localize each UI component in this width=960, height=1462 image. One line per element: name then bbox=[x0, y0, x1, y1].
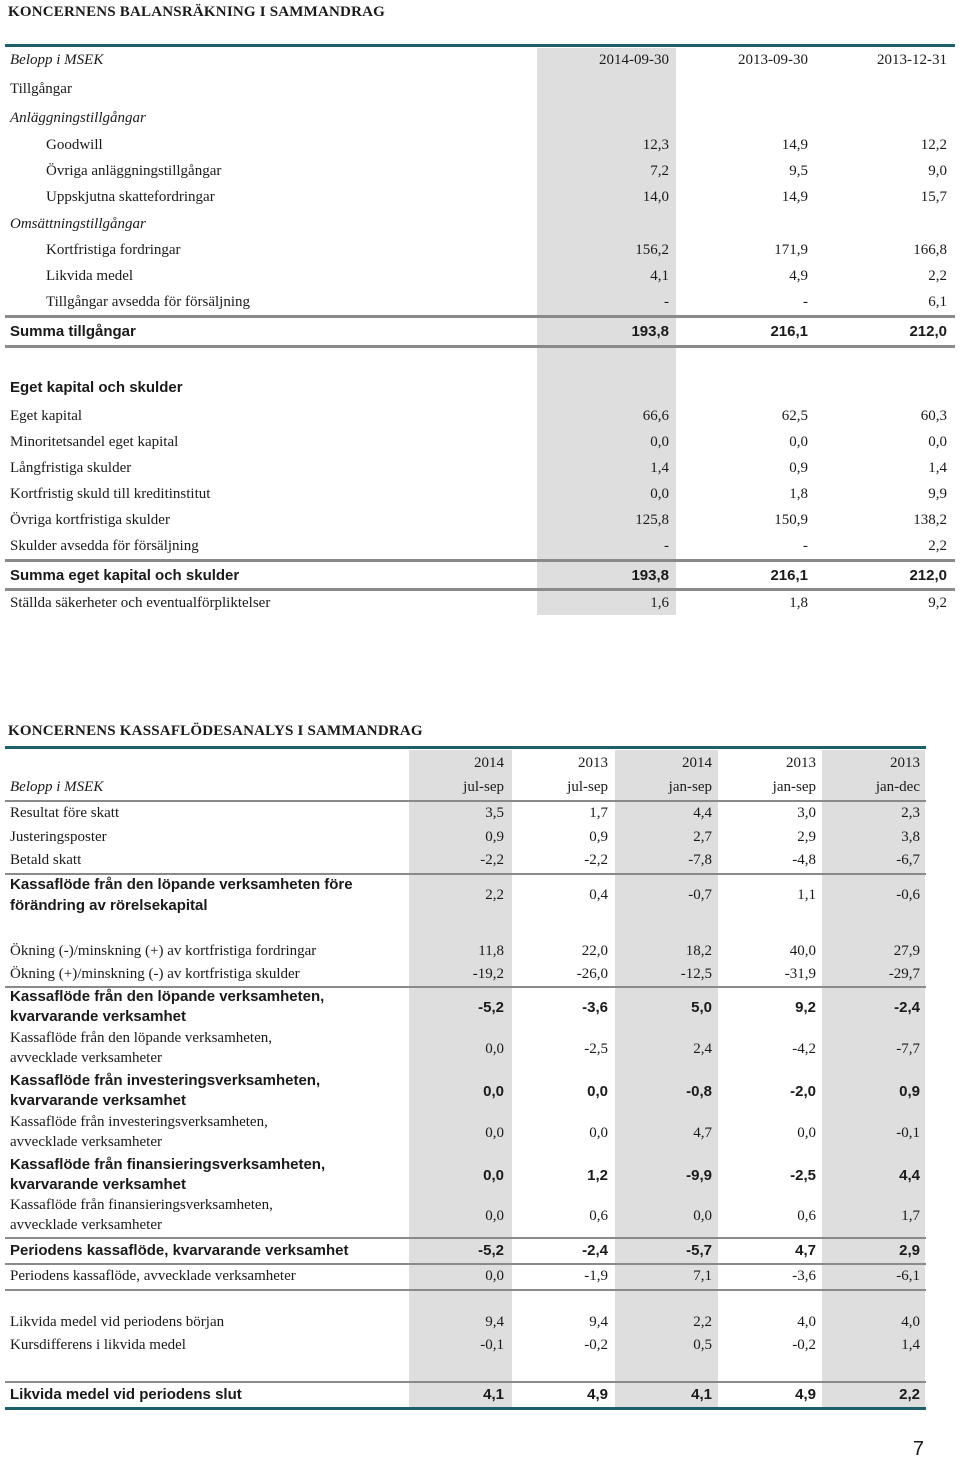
cell-value: 1,4 bbox=[901, 1337, 920, 1353]
row-label: Eget kapital och skulder bbox=[10, 379, 183, 396]
col-header-2014-09-30: 2014-09-30 bbox=[599, 52, 669, 68]
cell-value: 2,7 bbox=[693, 829, 712, 845]
cashflow-top-rule bbox=[5, 746, 926, 749]
cell-value: -2,2 bbox=[480, 852, 504, 868]
cell-value: 0,0 bbox=[650, 486, 669, 502]
cell-value: 9,2 bbox=[928, 595, 947, 611]
cell-value: 0,6 bbox=[797, 1208, 816, 1224]
cell-value: -2,4 bbox=[894, 999, 920, 1016]
cell-value: 4,0 bbox=[797, 1314, 816, 1330]
cell-value: 62,5 bbox=[781, 408, 808, 424]
cell-value: 1,8 bbox=[789, 595, 808, 611]
row-label-line-1: Kassaflöde från finansieringsverksamheten, bbox=[10, 1156, 326, 1173]
cell-value: 5,0 bbox=[691, 999, 712, 1016]
period-header: jul-sep bbox=[463, 779, 504, 795]
cell-value: -5,2 bbox=[478, 1242, 504, 1259]
year-header: 2014 bbox=[682, 755, 712, 771]
cell-value: -31,9 bbox=[784, 966, 816, 982]
cell-value: 14,9 bbox=[781, 137, 808, 153]
cell-value: -0,1 bbox=[896, 1125, 920, 1141]
cell-value: 27,9 bbox=[893, 943, 920, 959]
cell-value: 0,0 bbox=[483, 1167, 504, 1184]
cell-value: 6,1 bbox=[928, 294, 947, 310]
row-label-line-1: Kassaflöde från den löpande verksamheten, bbox=[10, 1030, 272, 1046]
cell-value: -29,7 bbox=[888, 966, 920, 982]
cell-value: -6,1 bbox=[896, 1268, 920, 1284]
row-label: Goodwill bbox=[46, 137, 103, 153]
cell-value: 9,2 bbox=[795, 999, 816, 1016]
cell-value: -6,7 bbox=[896, 852, 920, 868]
row-label: Tillgångar avsedda för försäljning bbox=[46, 294, 250, 310]
cell-value: 0,5 bbox=[693, 1337, 712, 1353]
cell-value: 0,0 bbox=[650, 434, 669, 450]
cell-value: 0,9 bbox=[485, 829, 504, 845]
cell-value: 4,4 bbox=[899, 1167, 920, 1184]
cell-value: -0,2 bbox=[584, 1337, 608, 1353]
row-label: Skulder avsedda för försäljning bbox=[10, 538, 199, 554]
cell-value: 22,0 bbox=[581, 943, 608, 959]
row-label: Kortfristiga fordringar bbox=[46, 242, 181, 258]
cell-value: -2,0 bbox=[790, 1083, 816, 1100]
row-label: Ökning (-)/minskning (+) av kortfristiga fordringar bbox=[10, 943, 317, 959]
cell-value: 1,4 bbox=[928, 460, 947, 476]
cashflow-bottom-rule bbox=[5, 1407, 926, 1410]
row-rule bbox=[5, 1381, 926, 1383]
cf-col1-shade bbox=[409, 750, 512, 1410]
cell-value: -4,8 bbox=[792, 852, 816, 868]
cell-value: -0,6 bbox=[896, 887, 920, 903]
year-header: 2013 bbox=[578, 755, 608, 771]
period-header: jan-dec bbox=[875, 779, 920, 795]
cell-value: 2,9 bbox=[899, 1242, 920, 1259]
cell-value: 9,5 bbox=[789, 163, 808, 179]
row-label: Likvida medel bbox=[46, 268, 134, 284]
cell-value: 0,0 bbox=[693, 1208, 712, 1224]
row-label: Periodens kassaflöde, kvarvarande verksamhet bbox=[10, 1242, 349, 1259]
cell-value: 12,2 bbox=[920, 137, 947, 153]
page-number: 7 bbox=[912, 1438, 924, 1460]
cell-value: 0,9 bbox=[899, 1083, 920, 1100]
cf-col3-shade bbox=[615, 750, 718, 1410]
cell-value: 212,0 bbox=[909, 567, 947, 584]
cell-value: 1,6 bbox=[650, 595, 669, 611]
cell-value: -2,5 bbox=[790, 1167, 816, 1184]
row-label-line-1: Kassaflöde från den löpande verksamheten, bbox=[10, 988, 325, 1005]
cell-value: 0,9 bbox=[789, 460, 808, 476]
row-label: Periodens kassaflöde, avvecklade verksamheter bbox=[10, 1268, 296, 1284]
row-label: Resultat före skatt bbox=[10, 805, 120, 821]
cell-value: 7,2 bbox=[650, 163, 669, 179]
total-rule bbox=[5, 588, 955, 591]
cf-col5-shade bbox=[822, 750, 925, 1410]
cell-value: 0,0 bbox=[485, 1041, 504, 1057]
cell-value: 9,0 bbox=[928, 163, 947, 179]
row-label-line-2: kvarvarande verksamhet bbox=[10, 1008, 186, 1025]
row-label-line-1: Kassaflöde från investeringsverksamheten, bbox=[10, 1114, 268, 1130]
cell-value: 12,3 bbox=[642, 137, 669, 153]
row-label-line-2: kvarvarande verksamhet bbox=[10, 1092, 186, 1109]
cell-value: 193,8 bbox=[631, 567, 669, 584]
cell-value: 14,9 bbox=[781, 189, 808, 205]
cell-value: 125,8 bbox=[635, 512, 669, 528]
row-label-line-2: avvecklade verksamheter bbox=[10, 1217, 162, 1233]
cell-value: 14,0 bbox=[642, 189, 669, 205]
cell-value: - bbox=[803, 538, 808, 554]
row-label: Kursdifferens i likvida medel bbox=[10, 1337, 186, 1353]
cell-value: -0,8 bbox=[686, 1083, 712, 1100]
period-header: jan-sep bbox=[772, 779, 816, 795]
cell-value: 156,2 bbox=[635, 242, 669, 258]
amount-unit-label: Belopp i MSEK bbox=[10, 779, 104, 795]
cell-value: 60,3 bbox=[920, 408, 947, 424]
cell-value: 2,2 bbox=[899, 1386, 920, 1403]
period-header: jan-sep bbox=[668, 779, 712, 795]
cell-value: -12,5 bbox=[680, 966, 712, 982]
row-label: Kortfristig skuld till kreditinstitut bbox=[10, 486, 211, 502]
cell-value: 216,1 bbox=[770, 323, 808, 340]
cell-value: -0,1 bbox=[480, 1337, 504, 1353]
subtotal-rule bbox=[5, 559, 955, 562]
period-header: jul-sep bbox=[567, 779, 608, 795]
cell-value: 4,7 bbox=[693, 1125, 712, 1141]
cell-value: 0,0 bbox=[485, 1125, 504, 1141]
cell-value: 4,4 bbox=[693, 805, 712, 821]
cell-value: -1,9 bbox=[584, 1268, 608, 1284]
row-rule bbox=[5, 873, 926, 875]
cell-value: -9,9 bbox=[686, 1167, 712, 1184]
cell-value: 4,0 bbox=[901, 1314, 920, 1330]
cell-value: 4,9 bbox=[789, 268, 808, 284]
row-label-line-1: Kassaflöde från den löpande verksamheten före bbox=[10, 876, 353, 893]
row-label: Tillgångar bbox=[10, 81, 72, 97]
cell-value: 9,4 bbox=[589, 1314, 608, 1330]
row-label-line-2: avvecklade verksamheter bbox=[10, 1134, 162, 1150]
cell-value: -7,7 bbox=[896, 1041, 920, 1057]
cell-value: 0,0 bbox=[928, 434, 947, 450]
row-label: Justeringsposter bbox=[10, 829, 107, 845]
row-label: Övriga anläggningstillgångar bbox=[46, 163, 222, 179]
row-label: Betald skatt bbox=[10, 852, 82, 868]
cell-value: 7,1 bbox=[693, 1268, 712, 1284]
cell-value: 4,1 bbox=[483, 1386, 504, 1403]
row-rule bbox=[5, 1289, 926, 1291]
cell-value: 1,7 bbox=[589, 805, 608, 821]
cell-value: 4,1 bbox=[650, 268, 669, 284]
cell-value: 0,0 bbox=[587, 1083, 608, 1100]
cell-value: 4,1 bbox=[691, 1386, 712, 1403]
row-label: Minoritetsandel eget kapital bbox=[10, 434, 179, 450]
row-label: Övriga kortfristiga skulder bbox=[10, 512, 170, 528]
cell-value: 4,7 bbox=[795, 1242, 816, 1259]
cell-value: 3,5 bbox=[485, 805, 504, 821]
cell-value: -26,0 bbox=[576, 966, 608, 982]
row-label: Summa eget kapital och skulder bbox=[10, 567, 240, 584]
row-rule bbox=[5, 1263, 926, 1265]
cell-value: 0,0 bbox=[797, 1125, 816, 1141]
row-label: Långfristiga skulder bbox=[10, 460, 132, 476]
cell-value: 1,1 bbox=[797, 887, 816, 903]
cashflow-title: KONCERNENS KASSAFLÖDESANALYS I SAMMANDRAG bbox=[8, 723, 423, 739]
cell-value: 166,8 bbox=[913, 242, 947, 258]
cell-value: 18,2 bbox=[685, 943, 712, 959]
cell-value: -5,2 bbox=[478, 999, 504, 1016]
row-label-line-1: Kassaflöde från investeringsverksamheten, bbox=[10, 1072, 321, 1089]
cell-value: 2,4 bbox=[693, 1041, 712, 1057]
cell-value: 0,9 bbox=[589, 829, 608, 845]
row-label-line-2: förändring av rörelsekapital bbox=[10, 897, 208, 914]
row-rule bbox=[5, 1237, 926, 1239]
cell-value: 0,6 bbox=[589, 1208, 608, 1224]
cell-value: -0,7 bbox=[688, 887, 712, 903]
subtotal-rule bbox=[5, 315, 955, 318]
cell-value: 0,0 bbox=[485, 1268, 504, 1284]
cell-value: -3,6 bbox=[582, 999, 608, 1016]
balance-top-rule bbox=[5, 44, 955, 47]
row-label: Anläggningstillgångar bbox=[10, 110, 146, 126]
row-label: Omsättningstillgångar bbox=[10, 216, 146, 232]
cell-value: 1,2 bbox=[587, 1167, 608, 1184]
cell-value: 66,6 bbox=[642, 408, 669, 424]
cell-value: 9,4 bbox=[485, 1314, 504, 1330]
col-header-2013-09-30: 2013-09-30 bbox=[738, 52, 808, 68]
cell-value: 2,3 bbox=[901, 805, 920, 821]
cell-value: 0,0 bbox=[789, 434, 808, 450]
row-label: Likvida medel vid periodens början bbox=[10, 1314, 225, 1330]
cell-value: 2,2 bbox=[928, 538, 947, 554]
cell-value: 1,8 bbox=[789, 486, 808, 502]
cell-value: 11,8 bbox=[478, 943, 504, 959]
cell-value: 193,8 bbox=[631, 323, 669, 340]
cell-value: -19,2 bbox=[472, 966, 504, 982]
cell-value: 0,0 bbox=[483, 1083, 504, 1100]
row-label-line-2: avvecklade verksamheter bbox=[10, 1050, 162, 1066]
row-label-line-2: kvarvarande verksamhet bbox=[10, 1176, 186, 1193]
year-header: 2014 bbox=[474, 755, 504, 771]
cell-value: 2,2 bbox=[928, 268, 947, 284]
cell-value: 9,9 bbox=[928, 486, 947, 502]
cell-value: 0,4 bbox=[589, 887, 608, 903]
balance-sheet-title: KONCERNENS BALANSRÄKNING I SAMMANDRAG bbox=[8, 4, 386, 20]
amount-unit-label: Belopp i MSEK bbox=[10, 52, 104, 68]
row-label: Summa tillgångar bbox=[10, 323, 136, 340]
cell-value: 212,0 bbox=[909, 323, 947, 340]
cell-value: -7,8 bbox=[688, 852, 712, 868]
cell-value: -4,2 bbox=[792, 1041, 816, 1057]
year-header: 2013 bbox=[890, 755, 920, 771]
cell-value: 2,9 bbox=[797, 829, 816, 845]
cell-value: -2,2 bbox=[584, 852, 608, 868]
cell-value: - bbox=[664, 294, 669, 310]
row-label: Ställda säkerheter och eventualförpliktelser bbox=[10, 595, 271, 611]
row-label: Eget kapital bbox=[10, 408, 83, 424]
cell-value: -3,6 bbox=[792, 1268, 816, 1284]
cell-value: 40,0 bbox=[789, 943, 816, 959]
cell-value: -2,5 bbox=[584, 1041, 608, 1057]
year-header: 2013 bbox=[786, 755, 816, 771]
row-label: Ökning (+)/minskning (-) av kortfristiga skulder bbox=[10, 966, 300, 982]
cell-value: 0,0 bbox=[485, 1208, 504, 1224]
header-rule bbox=[5, 800, 926, 802]
col-header-2013-12-31: 2013-12-31 bbox=[877, 52, 947, 68]
cell-value: -2,4 bbox=[582, 1242, 608, 1259]
cell-value: 3,8 bbox=[901, 829, 920, 845]
cell-value: 0,0 bbox=[589, 1125, 608, 1141]
cell-value: -5,7 bbox=[686, 1242, 712, 1259]
cell-value: - bbox=[803, 294, 808, 310]
cell-value: 15,7 bbox=[920, 189, 947, 205]
cell-value: 216,1 bbox=[770, 567, 808, 584]
total-rule bbox=[5, 345, 955, 348]
cell-value: - bbox=[664, 538, 669, 554]
cell-value: 4,9 bbox=[795, 1386, 816, 1403]
cell-value: 1,7 bbox=[901, 1208, 920, 1224]
row-label-line-1: Kassaflöde från finansieringsverksamheten, bbox=[10, 1197, 273, 1213]
row-label: Likvida medel vid periodens slut bbox=[10, 1386, 242, 1403]
cell-value: 1,4 bbox=[650, 460, 669, 476]
cell-value: 4,9 bbox=[587, 1386, 608, 1403]
cell-value: 150,9 bbox=[774, 512, 808, 528]
cell-value: 171,9 bbox=[774, 242, 808, 258]
cell-value: 138,2 bbox=[913, 512, 947, 528]
cell-value: -0,2 bbox=[792, 1337, 816, 1353]
cell-value: 3,0 bbox=[797, 805, 816, 821]
row-label: Uppskjutna skattefordringar bbox=[46, 189, 215, 205]
cell-value: 2,2 bbox=[693, 1314, 712, 1330]
cell-value: 2,2 bbox=[485, 887, 504, 903]
